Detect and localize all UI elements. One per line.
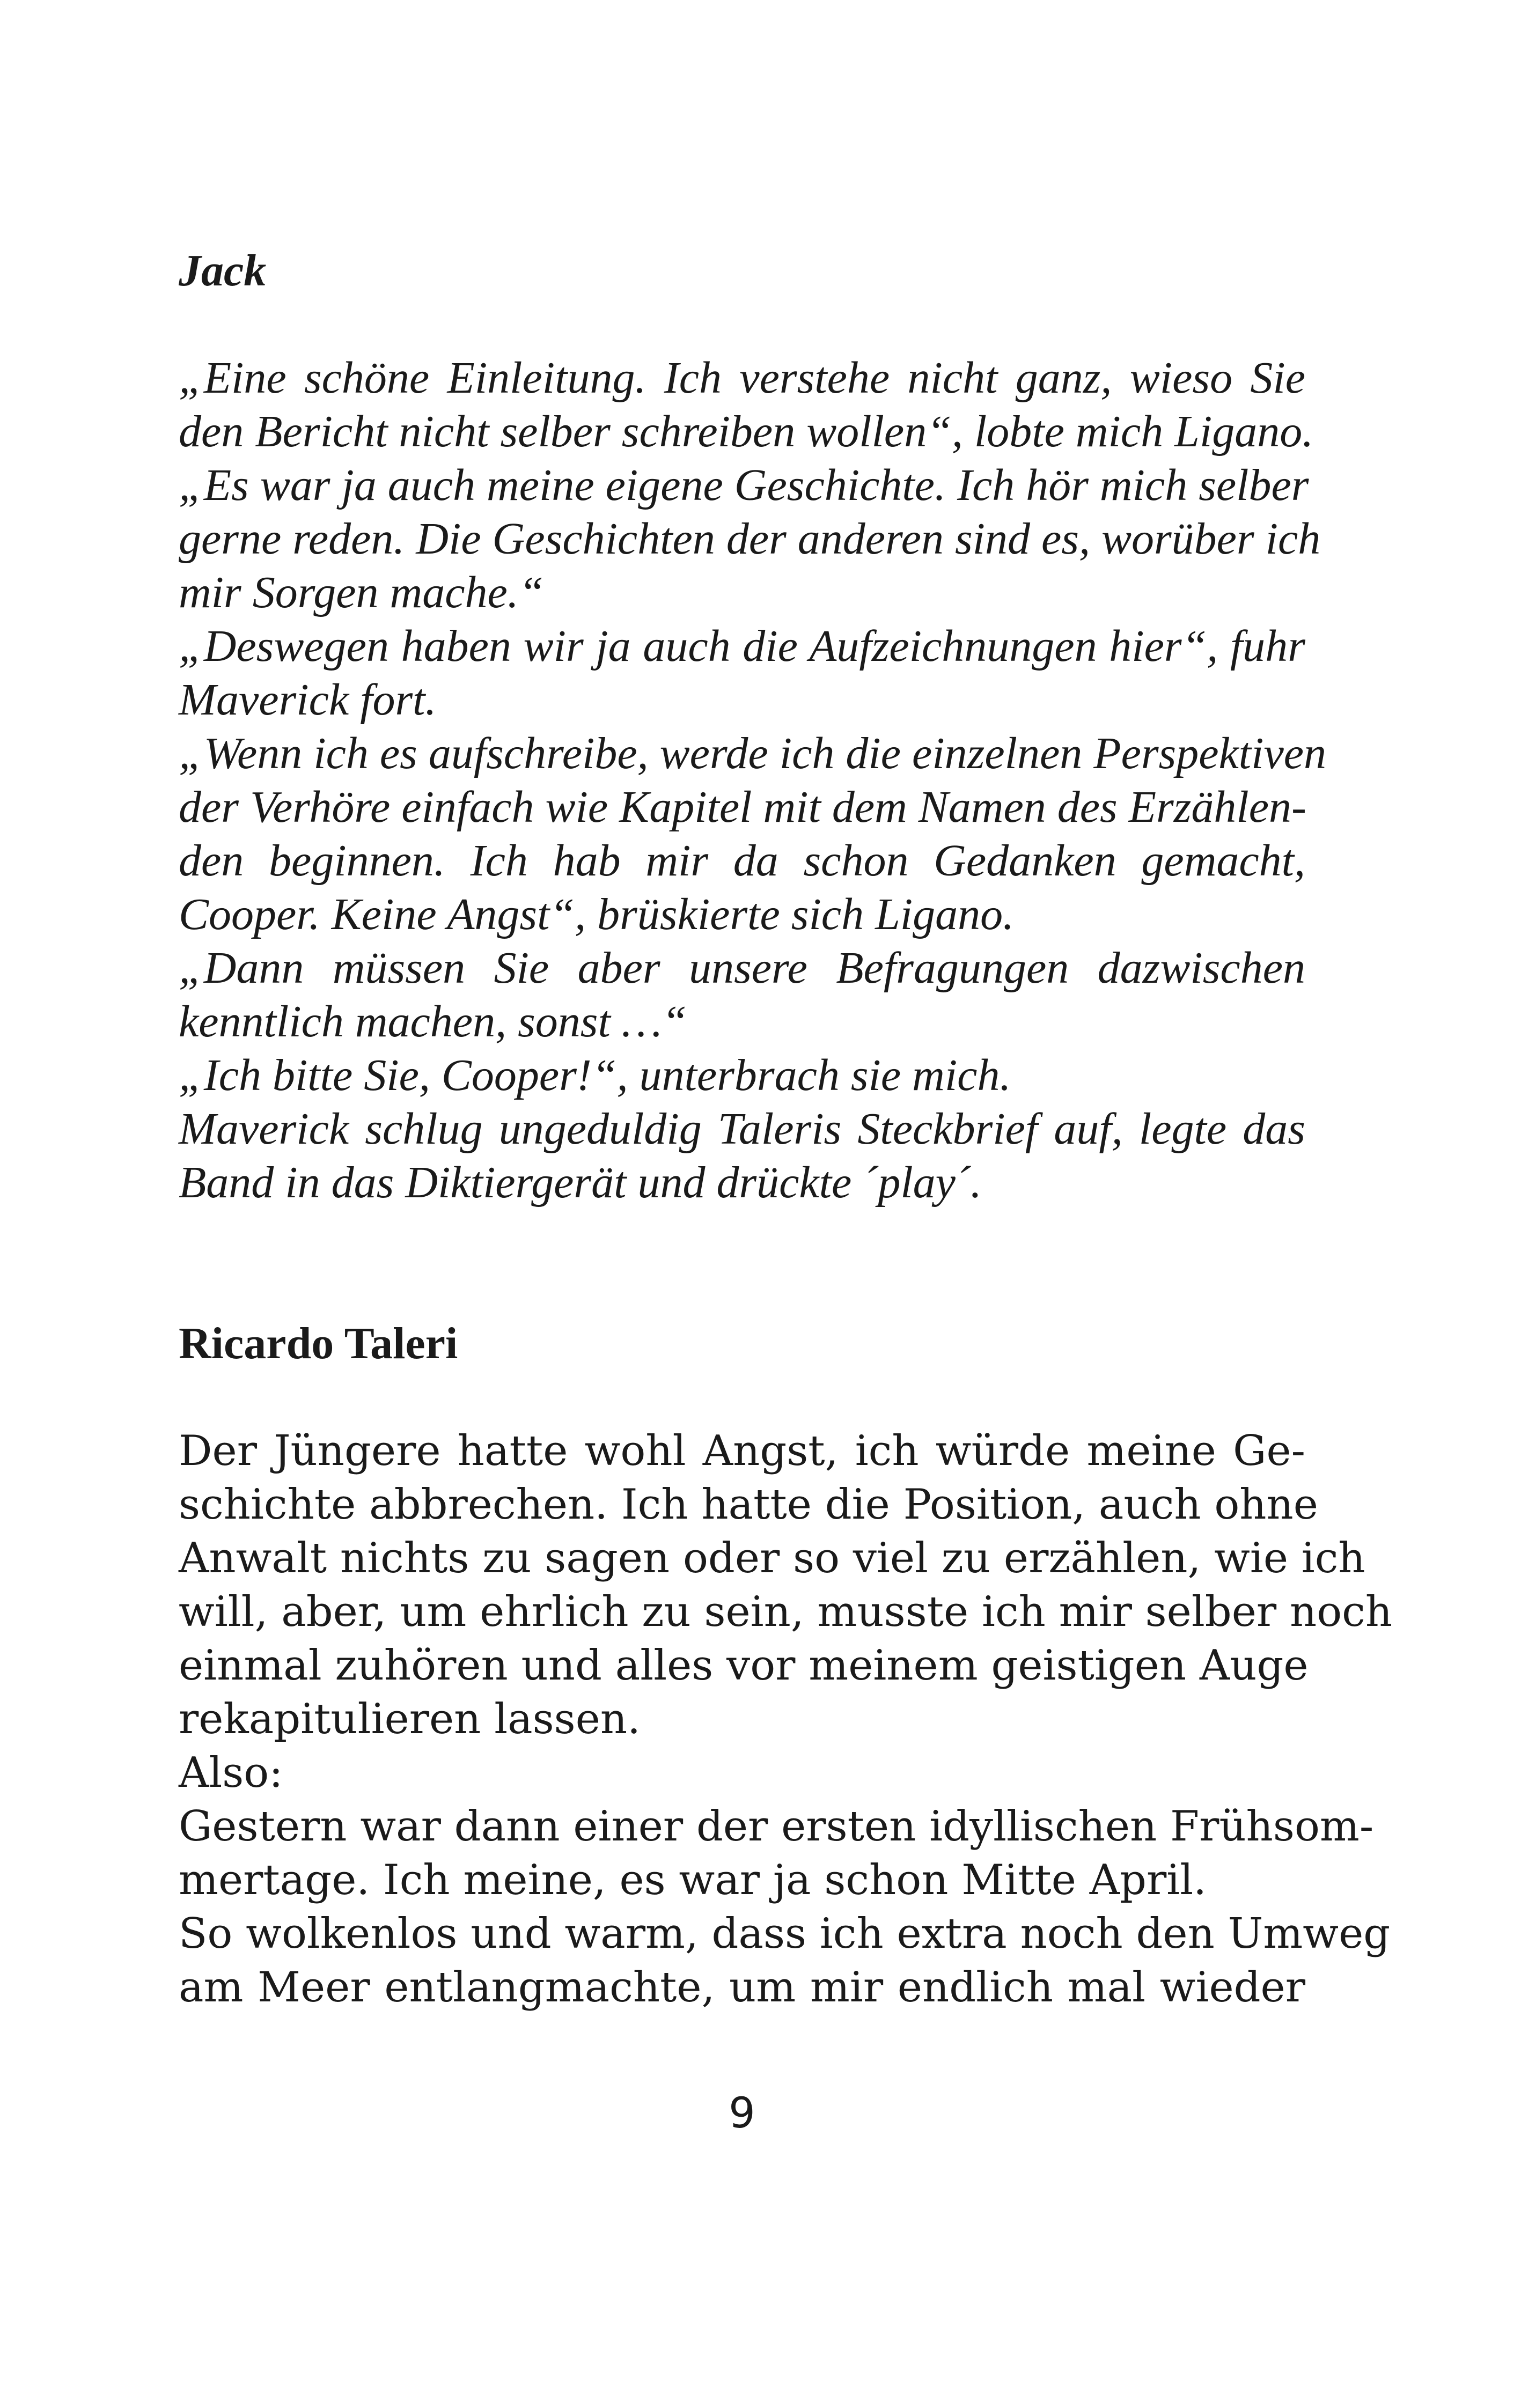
text-line: Der Jüngere hatte wohl Angst, ich würde meine Ge- [179,1427,1305,1475]
text-line: den beginnen. Ich hab mir da schon Gedanken gemacht, [179,836,1305,886]
text-line: Gestern war dann einer der ersten idyllischen Frühsom- [179,1802,1374,1851]
text-line: Maverick fort. [179,675,437,725]
text-line: „Eine schöne Einleitung. Ich verstehe nicht ganz, wieso Sie [179,353,1305,403]
text-line: „Ich bitte Sie, Cooper!“, unterbrach sie mich. [179,1050,1011,1100]
text-line: rekapitulieren lassen. [179,1695,641,1743]
section-heading-jack: Jack [179,246,267,296]
text-line: Cooper. Keine Angst“, brüskierte sich Ligano. [179,889,1015,939]
section-heading-ricardo-taleri: Ricardo Taleri [179,1319,458,1368]
text-line: einmal zuhören und alles vor meinem geistigen Auge [179,1641,1309,1690]
text-line: Band in das Diktiergerät und drückte ´play´. [179,1158,982,1207]
text-line: mir Sorgen mache.“ [179,568,544,617]
text-line: So wolkenlos und warm, dass ich extra noch den Umweg [179,1910,1391,1958]
page-number: 9 [729,2089,755,2138]
text-line: „Wenn ich es aufschreibe, werde ich die einzelnen Perspektiven [179,728,1327,778]
text-line: Anwalt nichts zu sagen oder so viel zu erzählen, wie ich [179,1534,1365,1582]
text-line: „Dann müssen Sie aber unsere Befragungen dazwischen [179,943,1305,993]
text-line: Maverick schlug ungeduldig Taleris Steckbrief auf, legte das [179,1104,1305,1154]
text-line: „Deswegen haben wir ja auch die Aufzeichnungen hier“, fuhr [179,621,1305,671]
text-line: gerne reden. Die Geschichten der anderen sind es, worüber ich [179,514,1321,564]
ricardo-narrative-block [179,1424,1393,2014]
text-line: am Meer entlangmachte, um mir endlich mal wieder [179,1963,1305,2012]
text-line: kenntlich machen, sonst …“ [179,997,687,1047]
jack-dialogue-block [179,351,1327,1210]
text-line: „Es war ja auch meine eigene Geschichte. Ich hör mich selber [179,460,1309,510]
text-line: mertage. Ich meine, es war ja schon Mitte April. [179,1856,1207,1904]
text-line: will, aber, um ehrlich zu sein, musste ich mir selber noch [179,1588,1393,1636]
text-line: der Verhöre einfach wie Kapitel mit dem Namen des Erzählen- [179,782,1307,832]
text-line: den Bericht nicht selber schreiben wollen“, lobte mich Ligano. [179,407,1314,456]
text-line: schichte abbrechen. Ich hatte die Position, auch ohne [179,1481,1318,1529]
text-line: Also: [179,1749,283,1797]
